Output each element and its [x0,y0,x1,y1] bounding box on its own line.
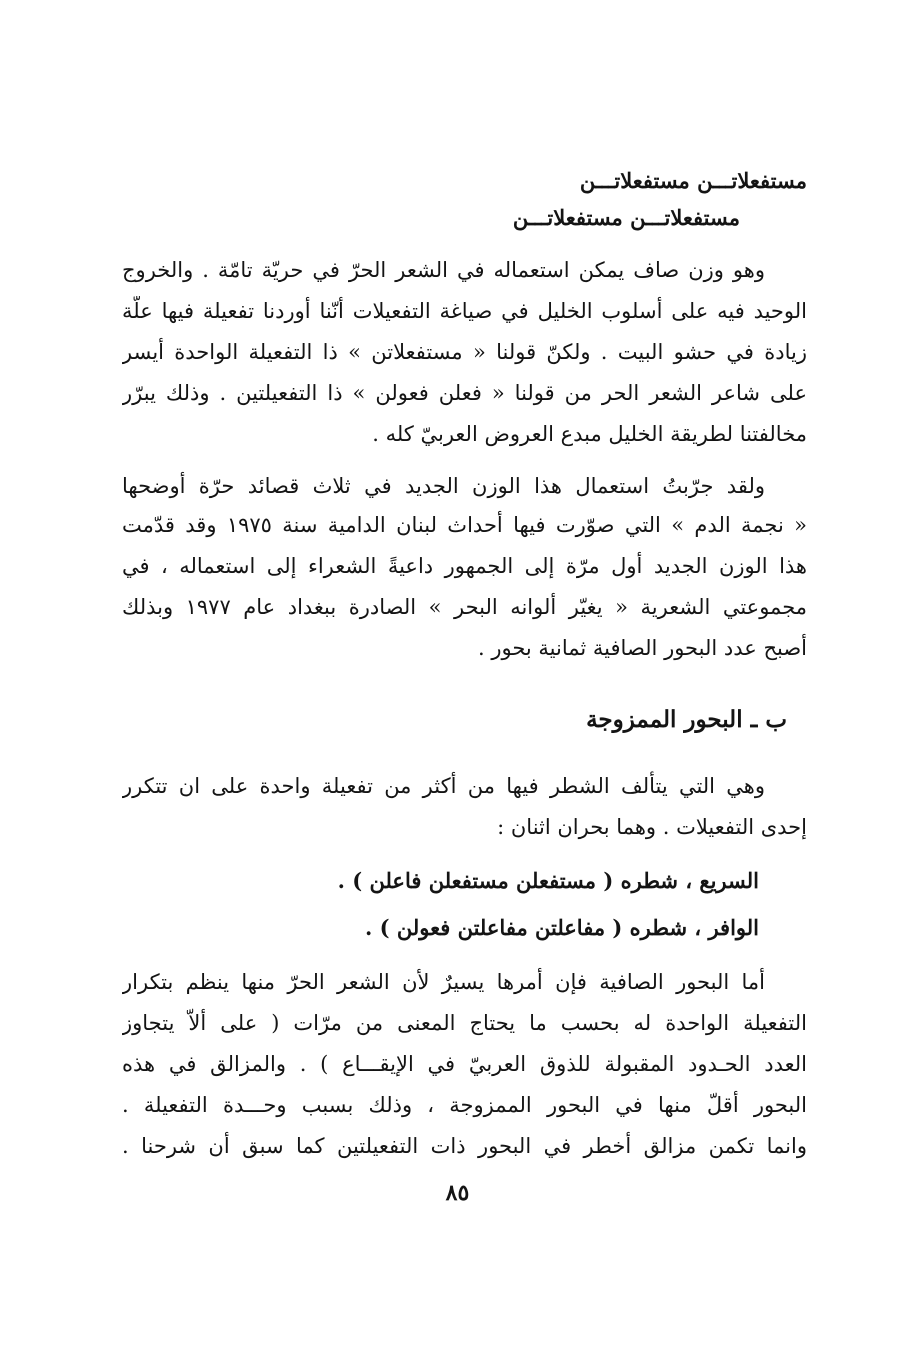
meter-wafir: الوافر ، شطره ( مفاعلتن مفاعلتن فعولن ) . [365,915,759,940]
paragraph-1-line-3: زيادة في حشو البيت . ولكنّ قولنا « مستفعلاتن » ذا التفعيلة الواحدة أيسر [122,340,807,364]
paragraph-3-line-2: إحدى التفعيلات . وهما بحران اثنان : [497,815,807,839]
paragraph-1-line-2: الوحيد فيه على أسلوب الخليل في صياغة التفعيلات أنّنا أوردنا تفعيلة فيها علّة [122,299,807,323]
paragraph-4-line-4: البحور أقلّ منها في البحور الممزوجة ، وذلك بسبب وحـــدة التفعيلة . [122,1093,807,1117]
paragraph-1-line-1: وهو وزن صاف يمكن استعماله في الشعر الحرّ في حريّة تامّة . والخروج [122,258,765,282]
verse-line-2: مستفعلاتـــن مستفعلاتـــن [512,205,740,230]
paragraph-4-line-5: وانما تكمن مزالق أخطر في البحور ذات التفعيلتين كما سبق أن شرحنا . [122,1134,807,1158]
meter-sari: السريع ، شطره ( مستفعلن مستفعلن فاعلن ) . [337,868,759,893]
paragraph-2-line-1: ولقد جرّبتُ استعمال هذا الوزن الجديد في ثلاث قصائد حرّة أوضحها [122,474,765,498]
page-number: ٨٥ [445,1180,470,1206]
paragraph-4-line-3: العدد الحـدود المقبولة للذوق العربيّ في الإيقـــاع ) . والمزالق في هذه [122,1052,807,1076]
paragraph-2-line-2: « نجمة الدم » التي صوّرت فيها أحداث لبنان الدامية سنة ١٩٧٥ وقد قدّمت [122,513,807,537]
paragraph-4-line-2: التفعيلة الواحدة له بحسب ما يحتاج المعنى من مرّات ( على ألاّ يتجاوز [122,1011,807,1035]
paragraph-4-line-1: أما البحور الصافية فإن أمرها يسيرٌ لأن الشعر الحرّ منها ينظم بتكرار [122,970,765,994]
paragraph-1-line-4: على شاعر الشعر الحر من قولنا « فعلن فعولن » ذا التفعيلتين . وذلك يبرّر [122,381,807,405]
paragraph-2-line-3: هذا الوزن الجديد أول مرّة إلى الجمهور داعيةً الشعراء إلى استعماله ، في [122,554,807,578]
paragraph-2-line-4: مجموعتي الشعرية « يغيّر ألوانه البحر » الصادرة ببغداد عام ١٩٧٧ وبذلك [122,595,807,619]
verse-line-1: مستفعلاتـــن مستفعلاتـــن [579,168,807,193]
paragraph-2-line-5: أصبح عدد البحور الصافية ثمانية بحور . [478,636,807,660]
section-heading: ب ـ البحور الممزوجة [586,706,787,733]
paragraph-3-line-1: وهي التي يتألف الشطر فيها من أكثر من تفعيلة واحدة على ان تتكرر [122,774,765,798]
paragraph-1-line-5: مخالفتنا لطريقة الخليل مبدع العروض العربيّ كله . [372,422,807,446]
